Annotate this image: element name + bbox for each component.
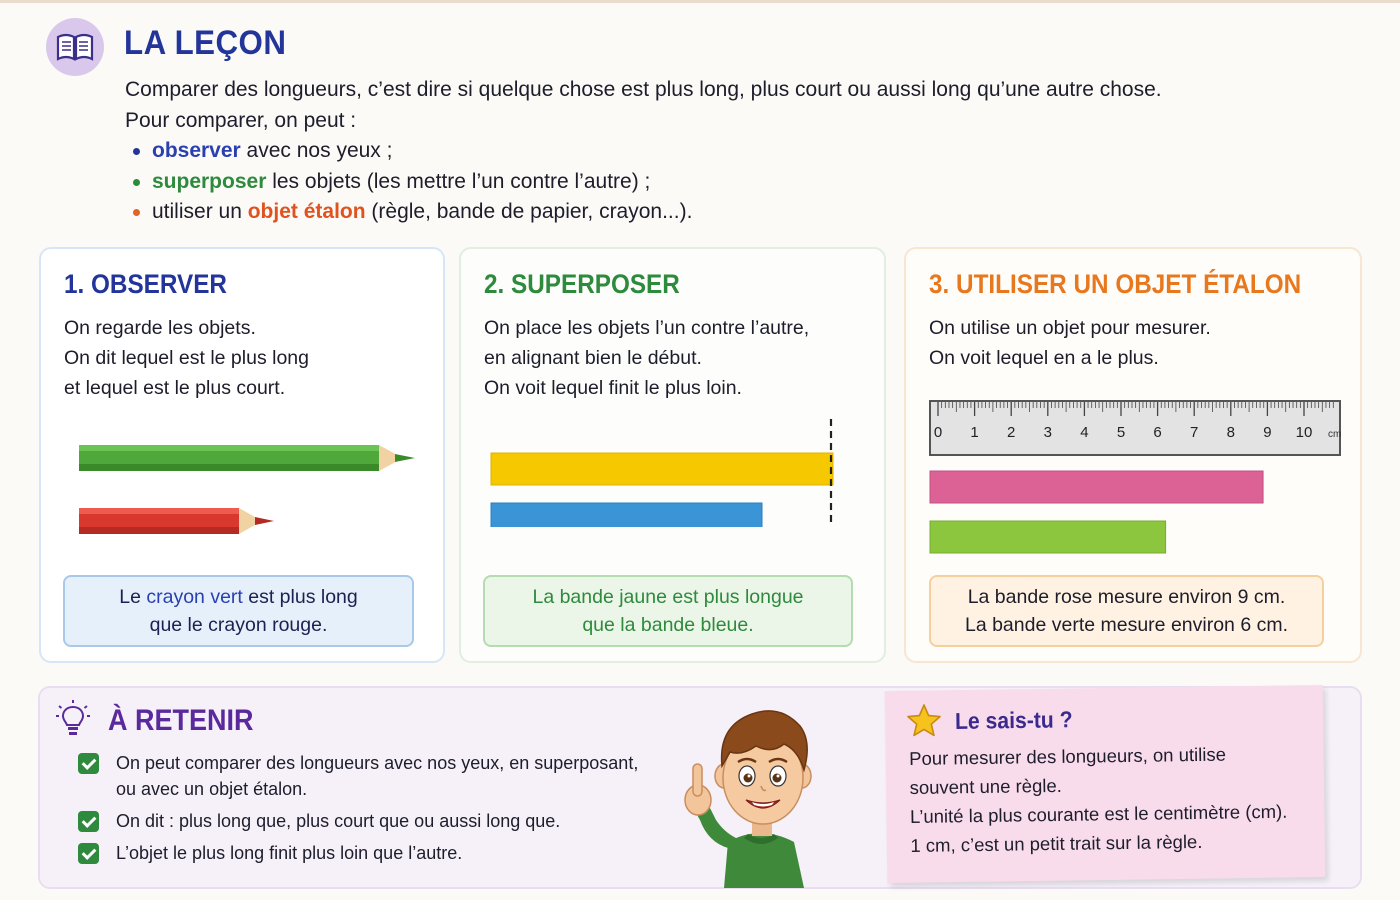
ruler-number: 3 (1043, 424, 1052, 441)
ruler-number: 1 (970, 424, 979, 441)
ruler-number: 6 (1153, 424, 1162, 441)
book-icon (46, 18, 104, 76)
ruler-number: 2 (1007, 424, 1016, 441)
ruler (930, 401, 1340, 455)
ruler-number: 5 (1116, 424, 1126, 441)
star-icon (906, 703, 942, 739)
ruler-unit: cm (1328, 429, 1342, 440)
card-title: 3. UTILISER UN OBJET ÉTALON (929, 269, 1302, 299)
card-observer (39, 247, 445, 663)
blue-band (491, 503, 762, 527)
sais-tu-text: Pour mesurer des longueurs, on utilise souvent une règle. L’unité la plus courante est le centimètre (cm). 1 cm, c’est un petit trait sur la règle. (909, 743, 1288, 856)
intro-line: Comparer des longueurs, c’est dire si quelque chose est plus long, plus court ou aussi long qu’une autre chose. (125, 78, 1162, 101)
lightbulb-icon (54, 698, 92, 740)
method-item-observer: observer avec nos yeux ; (131, 136, 1162, 167)
ruler-illustration (928, 397, 1343, 557)
intro-line: Pour comparer, on peut : (125, 108, 357, 132)
card-text: On regarde les objets. On dit lequel est le plus long et lequel est le plus court. (64, 317, 309, 399)
card-title: 1. OBSERVER (64, 269, 227, 299)
pencils-illustration (77, 439, 422, 539)
checkbox-icon (78, 811, 99, 832)
card-superposer (459, 247, 886, 663)
lesson-intro (125, 75, 1162, 228)
checkbox-icon (78, 843, 99, 864)
conclusion-box: La bande rose mesure environ 9 cm. La bande verte mesure environ 6 cm. (929, 575, 1324, 647)
conclusion-box: La bande jaune est plus longue que la bande bleue. (483, 575, 853, 647)
ruler-number: 4 (1080, 424, 1089, 441)
method-item-etalon: utiliser un objet étalon (règle, bande de papier, crayon...). (131, 197, 1162, 228)
pink-band (930, 471, 1263, 503)
card-text: On utilise un objet pour mesurer. On voit lequel en a le plus. (929, 317, 1211, 369)
retenir-item: On dit : plus long que, plus court que ou aussi long que. (78, 808, 638, 834)
lesson-title: LA LEÇON (124, 24, 287, 62)
ruler-number: 10 (1295, 424, 1313, 441)
page-top-border (0, 0, 1400, 3)
yellow-band (491, 453, 833, 485)
retenir-title: À RETENIR (108, 704, 254, 737)
ruler-number: 7 (1190, 424, 1199, 441)
conclusion-box: Le crayon vert est plus long que le crayon rouge. (63, 575, 414, 647)
green-band (930, 521, 1166, 553)
retenir-item: On peut comparer des longueurs avec nos yeux, en superposant, ou avec un objet étalon. (78, 750, 638, 802)
ruler-number: 9 (1263, 424, 1272, 441)
method-item-superposer: superposer les objets (les mettre l’un contre l’autre) ; (131, 167, 1162, 198)
boy-illustration (672, 692, 848, 888)
methods-list (131, 136, 1162, 228)
ruler-number: 8 (1226, 424, 1235, 441)
retenir-item: L’objet le plus long finit plus loin que l’autre. (78, 840, 638, 866)
card-etalon (904, 247, 1362, 663)
green-pencil (79, 445, 415, 471)
card-title: 2. SUPERPOSER (484, 269, 680, 299)
ruler-number: 0 (933, 424, 943, 441)
retenir-list (78, 750, 638, 872)
bands-illustration (489, 417, 849, 527)
red-pencil (79, 508, 274, 534)
card-text: On place les objets l’un contre l’autre, en alignant bien le début. On voit lequel finit le plus loin. (484, 317, 810, 399)
checkbox-icon (78, 753, 99, 774)
sais-tu-title: Le sais-tu ? (954, 706, 1073, 734)
